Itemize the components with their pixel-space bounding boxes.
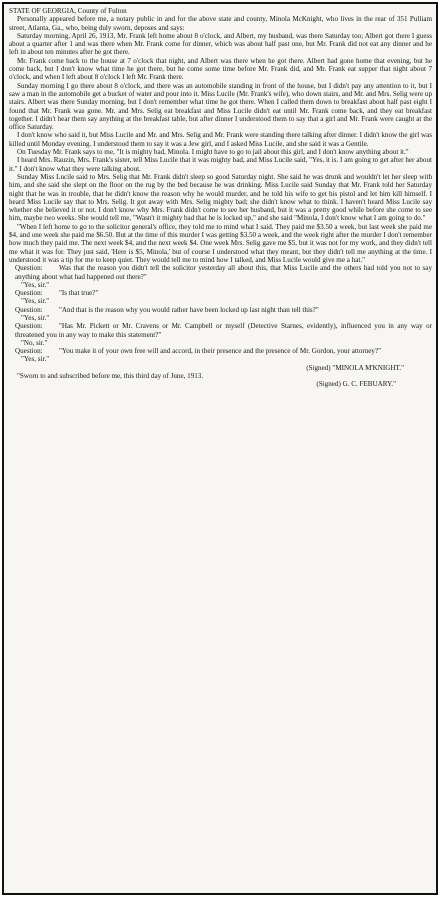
question-text: "Is that true?" [59, 289, 99, 298]
paragraph-3: Mr. Frank come back to the house at 7 o'clock that night, and Albert was there when he got there. Albert had gone home that evening, but he come back, but I don't know what time he got there, but he come some time before Mr. Frank did, and Mr. Frank eat supper that night about 7 o'clock, and when I left about 8 o'clock I left Mr. Frank there. [9, 56, 432, 82]
paragraph-2: Saturday morning, April 26, 1913, Mr. Frank left home about 8 o'clock, and Albert, my husband, was there Saturday too; Albert got there I guess about a quarter after 1 and was there when Mr. Frank come for dinner, which was about half past one, but Mr. Frank did not eat any dinner and he left in about ten minutes after he got there. [9, 31, 432, 57]
question-text: "Has Mr. Pickett or Mr. Cravens or Mr. Campbell or myself (Detective Starnes, evidently), influenced you in any way or threatened you in any way to make this statement?" [15, 322, 432, 339]
question-1 [9, 264, 432, 281]
question-4 [9, 322, 432, 339]
answer-3: "Yes, sir." [21, 313, 50, 322]
question-3 [9, 306, 432, 314]
affidavit-article [4, 4, 436, 389]
question-2 [9, 289, 432, 297]
question-label: Question: [15, 347, 43, 356]
sworn-line: "Sworn to and subscribed before me, this third day of June, 1913. [17, 372, 204, 381]
paragraph-7: I heard Mrs. Rauzin, Mrs. Frank's sister, tell Miss Lucile that it was mighty bad, and Miss Lucile said, "Yes, it is. I am going to get after her about it." I don't know what they were talking about. [9, 156, 432, 173]
answer-1: "Yes, sir." [21, 280, 50, 289]
answer-5: "Yes, sir." [21, 355, 50, 364]
question-text: "And that is the reason why you would rather have been locked up last night than tell this?" [59, 305, 319, 314]
question-label: Question: [15, 289, 43, 298]
paragraph-1: Personally appeared before me, a notary public in and for the above state and county, Minola McKnight, who lives in the rear of 351 Pulliam street, Atlanta, Ga., who, being duly sworn, deposes and says: [9, 15, 432, 32]
question-label: Question: [15, 305, 43, 314]
notary-signature: (Signed) G. C. FEBUARY." [316, 380, 396, 389]
paragraph-8: Sunday Miss Lucile said to Mrs. Selig that Mr. Frank didn't sleep so good Saturday night. She said he was drunk and wouldn't let her sleep with him, and she said she slept on the floor on the rug by the bed because he was drinking. Miss Lucile said Sunday that Mr. Frank told her Saturday night that he was in trouble, that he didn't know the reason why he would murder, and he told his wife to get his pistol and let him kill himself. I heard Miss Lucile say that to Mrs. Selig. It got away with Mrs. Selig mighty bad; she didn't know what to think. I haven't heard Miss Lucile say whether she believed it or not. I don't know why Mrs. Frank didn't come to see her husband, but it was a pretty good while before she come to see him, maybe two weeks. She would tell me, "Wasn't it mighty bad that he is locked up," and she said "Minola, I don't know what I am going to do." [9, 172, 432, 223]
paragraph-4: Sunday morning I go there about 8 o'clock, and there was an automobile standing in front of the house, but I didn't pay any attention to it, but I saw a man in the automobile get a bucket of water and pour into it. Miss Lucile (Mr. Frank's wife), who down stairs, and Mr. and Mrs. Selig were up stairs. Albert was there Sunday morning, but I don't remember what time he got there. When I called them down to breakfast about half past eight I found that Mr. Frank was gone. Mr. and Mrs. Selig eat breakfast and Miss Lucile didn't eat until Mr. Frank come back, and they eat breakfast together. I didn't hear them say anything at the breakfast table, but after dinner I understood them to say that a girl and Mr. Frank were caught at the office Saturday. [9, 81, 432, 132]
question-text: "You make it of your own free will and accord, in their presence and the presence of Mr. Gordon, your attorney?" [59, 347, 382, 356]
document-heading: STATE OF GEORGIA, County of Fulton [9, 7, 127, 15]
signature-line: (Signed) "MINOLA M'KNIGHT." [306, 363, 404, 372]
question-label: Question: [15, 264, 43, 273]
answer-4: "No, sir." [21, 338, 48, 347]
question-label: Question: [15, 322, 43, 331]
paragraph-5: I don't know who said it, but Miss Lucile and Mr. and Mrs. Selig and Mr. Frank were standing there talking after dinner. I didn't know the girl was killed until Monday evening. I understood them to say it was a Jew girl, and I asked Miss Lucile, and she said it was a Gentile. [9, 131, 432, 148]
clipping-frame [2, 2, 438, 895]
answer-2: "Yes, sir." [21, 297, 50, 306]
paragraph-6: On Tuesday Mr. Frank says to me, "It is mighty bad, Minola. I might have to go to jail about this girl, and I don't know anything about it." [17, 148, 409, 157]
question-5 [9, 347, 432, 355]
paragraph-9: "When I left home to go to the solicitor general's office, they told me to mind what I said. They paid me $3.50 a week, but last week she paid me $4, and one week she paid me $6.50. But at the time of this murder I was getting $3.50 a week, and the week right after the murder I don't remember how much they paid me. The next week $4, and the next week $4. One week Mrs. Selig gave me $5, but it was not for my work, and they didn't tell me what it was for. They just said, 'Here is $5, Minola,' but of course I understood what they meant, but they didn't tell me anything at the time. I understood it was a tip for me to keep quiet. They would tell me to mind how I talked, and Miss Lucile would give me a hat." [9, 222, 432, 264]
question-text: Was that the reason you didn't tell the solicitor yesterday all about this, that Miss Lucile and the others had told you not to say anything about what had happened out there?" [15, 264, 432, 281]
